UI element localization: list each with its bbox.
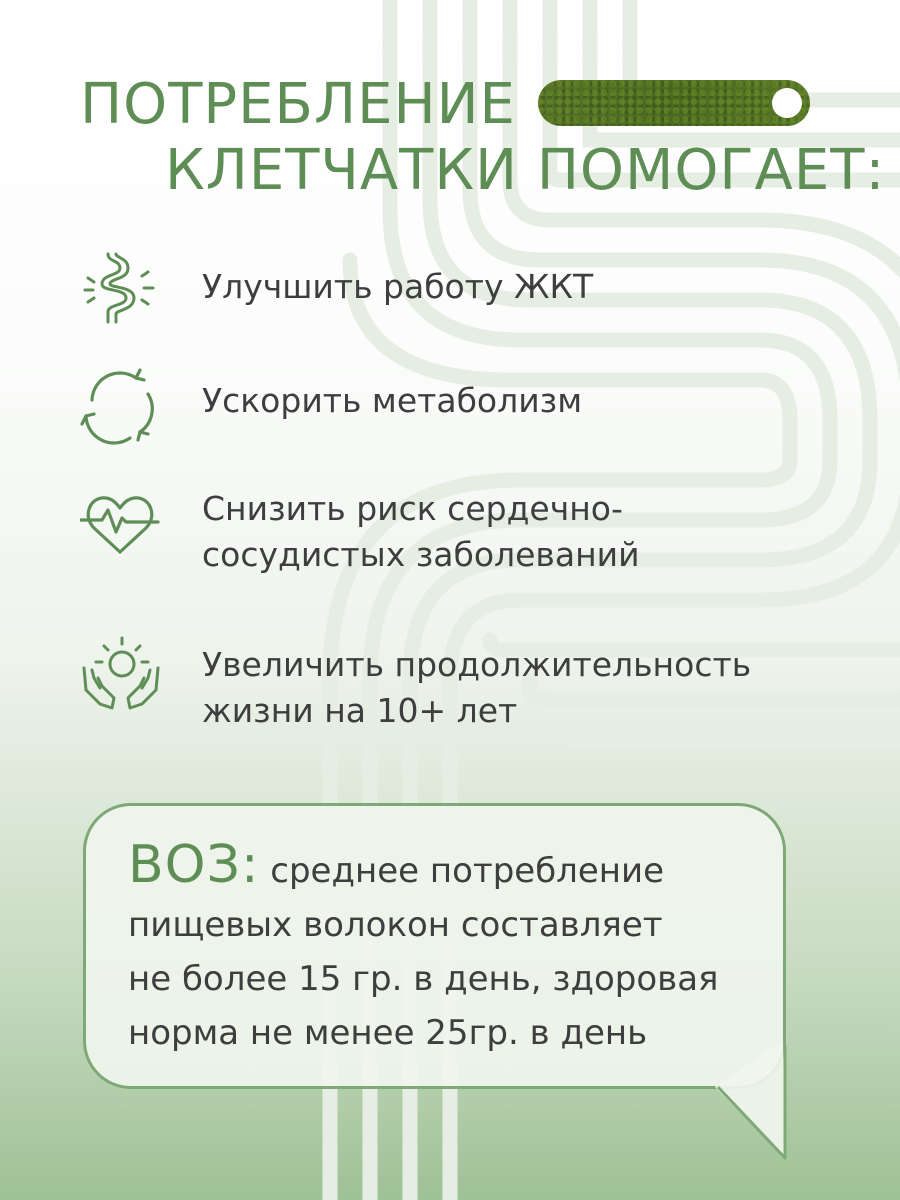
benefit-text-line: Снизить риск сердечно- — [202, 489, 623, 528]
who-note-text — [128, 835, 788, 1060]
title-line-1: ПОТРЕБЛЕНИЕ — [80, 72, 516, 137]
note-line: норма не менее 25гр. в день — [128, 1013, 648, 1053]
note-line: пищевых волокон составляет — [128, 905, 663, 945]
benefit-text-line: жизни на 10+ лет — [202, 691, 518, 730]
benefit-text-line: Улучшить работу ЖКТ — [202, 267, 594, 306]
intestine-icon — [80, 248, 160, 328]
hands-sun-icon — [80, 632, 160, 712]
note-line: не более 15 гр. в день, здоровая — [128, 959, 719, 999]
pill-knob — [772, 88, 802, 118]
benefit-text-line: Увеличить продолжительность — [202, 645, 752, 684]
title-line-2: КЛЕТЧАТКИ ПОМОГАЕТ: — [165, 138, 886, 203]
heart-pulse-icon — [80, 490, 160, 570]
decorative-green-pill — [538, 80, 810, 126]
note-line: среднее потребление — [270, 851, 665, 891]
benefit-text-line: Ускорить метаболизм — [202, 381, 583, 420]
who-label: ВОЗ: — [128, 835, 260, 895]
benefit-text-line: сосудистых заболеваний — [202, 535, 640, 574]
cycle-arrows-icon — [80, 366, 160, 446]
